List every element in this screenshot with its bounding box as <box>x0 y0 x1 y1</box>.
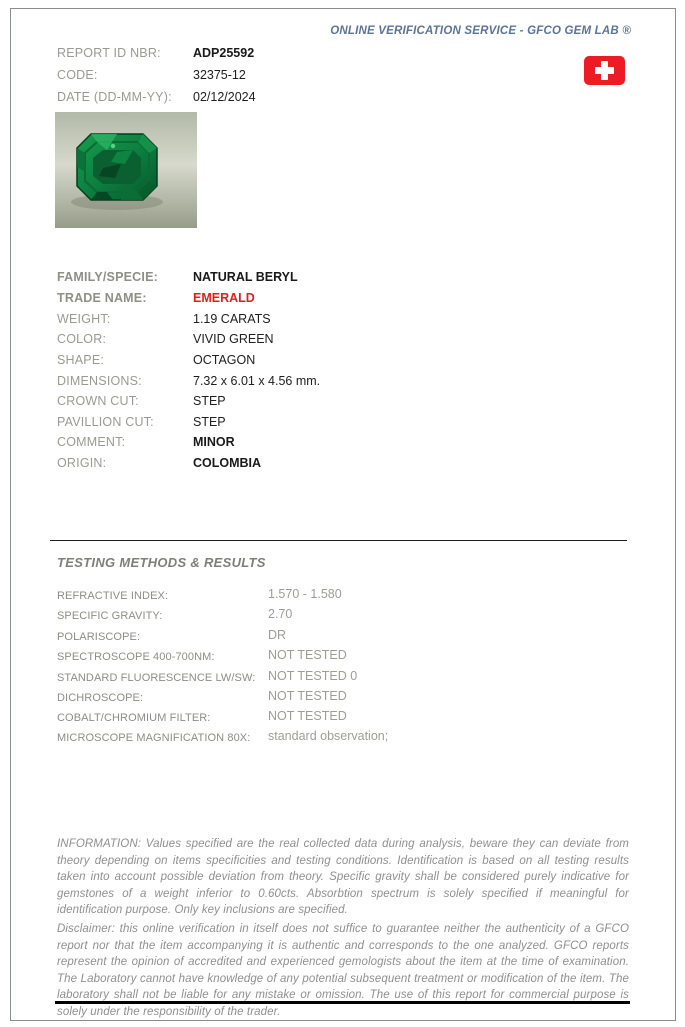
crown-cut-label: CROWN CUT: <box>57 394 139 408</box>
trade-name-label: TRADE NAME: <box>57 291 147 305</box>
emerald-photo-svg <box>55 112 197 228</box>
section-divider <box>50 540 627 541</box>
spectroscope-label: SPECTROSCOPE 400-700NM: <box>57 651 215 663</box>
cobalt-filter-label: COBALT/CHROMIUM FILTER: <box>57 712 211 724</box>
emerald-photo <box>55 112 197 228</box>
trade-name-value: EMERALD <box>193 291 255 305</box>
spec-row-family <box>57 270 298 285</box>
specific-gravity-label: SPECIFIC GRAVITY: <box>57 610 163 622</box>
dimensions-label: DIMENSIONS: <box>57 374 142 388</box>
comment-value: MINOR <box>193 435 235 449</box>
fluorescence-value: NOT TESTED 0 <box>268 669 358 683</box>
spec-row-weight <box>57 312 271 327</box>
testing-section-title: TESTING METHODS & RESULTS <box>57 555 266 570</box>
shape-label: SHAPE: <box>57 353 105 367</box>
test-row-dichroscope <box>57 689 347 705</box>
microscope-value: standard observation; <box>268 729 389 743</box>
report-title: ONLINE VERIFICATION SERVICE - GFCO GEM LAB ® <box>330 25 631 37</box>
test-row-spectroscope <box>57 648 347 664</box>
cobalt-filter-value: NOT TESTED <box>268 709 347 723</box>
code-row <box>57 68 246 83</box>
test-row-polariscope <box>57 628 287 644</box>
test-row-microscope <box>57 729 389 745</box>
specific-gravity-value: 2.70 <box>268 607 293 621</box>
information-paragraph: INFORMATION: Values specified are the real collected data during analysis, beware they can deviate from theory depending on items specificities and testing conditions. Identification is based on all testing results taken into account possible deviation from theory. Specific gravity shall be considered purely indicative for gemstones of a weight inferior to 0.60cts. Absorbtion spectrum is solely specified if meaningful for identification purpose. Only key inclusions are specified. <box>57 838 629 916</box>
test-row-fluorescence <box>57 669 358 685</box>
spec-row-crown-cut <box>57 394 226 409</box>
polariscope-value: DR <box>268 628 287 642</box>
origin-label: ORIGIN: <box>57 456 107 470</box>
report-id-row <box>57 46 255 61</box>
report-id-label: REPORT ID NBR: <box>57 46 161 60</box>
color-label: COLOR: <box>57 332 107 346</box>
origin-value: COLOMBIA <box>193 456 262 470</box>
code-label: CODE: <box>57 68 98 82</box>
spec-row-origin <box>57 456 262 471</box>
family-label: FAMILY/SPECIE: <box>57 270 158 284</box>
pavillion-cut-label: PAVILLION CUT: <box>57 415 154 429</box>
disclaimer-paragraph: Disclaimer: this online verification in itself does not suffice to guarantee neither the authenticity of a GFCO report nor that the item accompanying it is authentic and corresponds to the one analyzed. GFCO reports represent the opinion of accredited and experienced gemologists about the item at the time of examination. The Laboratory cannot have knowledge of any potential subsequent treatment or modification of the item. The laboratory shall not be liable for any mistake or omission. The use of this report for commercial purpose is solely under the responsibility of the trader. <box>57 923 629 1018</box>
test-row-refractive-index <box>57 587 342 603</box>
shape-value: OCTAGON <box>193 353 256 367</box>
weight-value: 1.19 CARATS <box>193 312 271 326</box>
date-value: 02/12/2024 <box>193 90 256 104</box>
family-value: NATURAL BERYL <box>193 270 298 284</box>
pavillion-cut-value: STEP <box>193 415 226 429</box>
polariscope-label: POLARISCOPE: <box>57 631 141 643</box>
dichroscope-value: NOT TESTED <box>268 689 347 703</box>
weight-label: WEIGHT: <box>57 312 111 326</box>
spec-row-comment <box>57 435 235 450</box>
swiss-flag-icon <box>584 56 625 85</box>
date-row <box>57 90 256 105</box>
spec-row-color <box>57 332 274 347</box>
refractive-index-value: 1.570 - 1.580 <box>268 587 342 601</box>
fluorescence-label: STANDARD FLUORESCENCE LW/SW: <box>57 672 256 684</box>
report-id-value: ADP25592 <box>193 46 255 60</box>
microscope-label: MICROSCOPE MAGNIFICATION 80X: <box>57 732 251 744</box>
refractive-index-label: REFRACTIVE INDEX: <box>57 590 169 602</box>
test-row-cobalt-filter <box>57 709 347 725</box>
spec-row-shape <box>57 353 256 368</box>
spec-row-trade-name <box>57 291 255 306</box>
code-value: 32375-12 <box>193 68 246 82</box>
dichroscope-label: DICHROSCOPE: <box>57 692 144 704</box>
bottom-rule <box>55 1001 630 1004</box>
spec-row-pavillion-cut <box>57 415 226 430</box>
crown-cut-value: STEP <box>193 394 226 408</box>
date-label: DATE (DD-MM-YY): <box>57 90 172 104</box>
dimensions-value: 7.32 x 6.01 x 4.56 mm. <box>193 374 321 388</box>
flag-cross-horizontal <box>595 67 614 74</box>
spectroscope-value: NOT TESTED <box>268 648 347 662</box>
comment-label: COMMENT: <box>57 435 126 449</box>
color-value: VIVID GREEN <box>193 332 274 346</box>
spec-row-dimensions <box>57 374 321 389</box>
test-row-specific-gravity <box>57 607 293 623</box>
